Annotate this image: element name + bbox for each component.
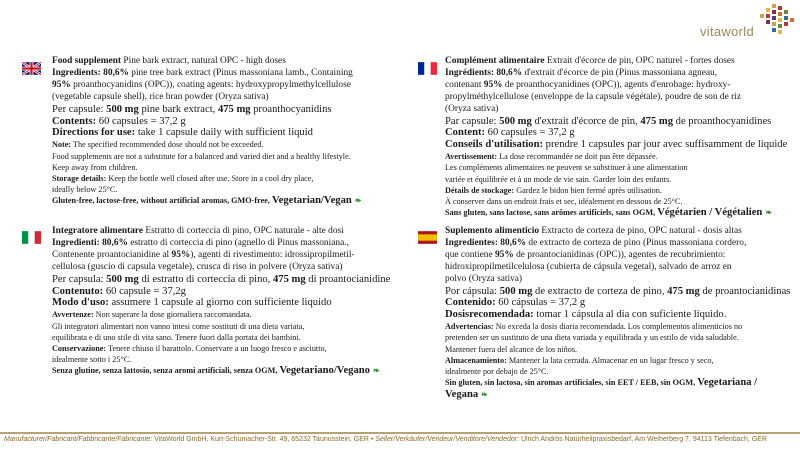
en-directions-label: Directions for use:	[52, 127, 136, 139]
fr-warning-1: Les compléments alimentaires ne peuvent se substituer à une alimentation	[445, 163, 688, 173]
es-directions-label: Dosisrecomendada:	[445, 309, 534, 321]
en-ingredients-label: Ingredients:	[52, 67, 101, 78]
fr-ingredients-line2b: de proanthocyanidines (OPC)), agents d'enrobage: hydroxy-	[502, 79, 731, 90]
it-ingredients-line3: cellulosa (guscio di capsula vegetale), crusca di riso in polvere (Oryza sativa)	[52, 261, 343, 272]
it-note-value: Non superare la dose giornaliera raccomandata.	[93, 310, 252, 320]
es-ingredients-pct: 80,6%	[497, 237, 527, 248]
es-note-value: No exceda la dosis diaria recomendada. Los complementos alimenticios no	[493, 322, 743, 332]
es-ingredients-line2a: que contiene	[445, 249, 495, 260]
en-ingredients-pct: 80,6%	[100, 67, 129, 78]
france-flag-icon	[418, 62, 437, 75]
en-directions-value: take 1 capsule daily with sufficient liquid	[135, 127, 313, 139]
vitaworld-logo	[700, 4, 796, 54]
es-veg-text2: Vegana	[445, 389, 479, 401]
it-ingredients-pct2: 95%	[171, 249, 191, 260]
fr-ingredients-pct2: 95%	[483, 79, 503, 90]
fr-storage-value: Gardez le bidon bien fermé après utilisation.	[514, 185, 662, 195]
it-title-rest: Estratto di corteccia di pino, OPC naturale - alte dosi	[143, 226, 344, 236]
it-per-capsule: Per capsula:	[52, 273, 107, 285]
spanish-section	[445, 226, 790, 401]
it-storage-value: Tenere chiuso il barattolo. Conservare a un luogo fresco e asciutto,	[106, 343, 327, 353]
en-storage-value2: ideally below 25°C.	[52, 185, 118, 195]
es-storage-label: Almacenamiento:	[445, 355, 507, 365]
es-per-capsule: Por cápsula:	[445, 285, 500, 297]
it-per-mg1: 500 mg	[106, 273, 139, 285]
italian-section	[52, 226, 390, 377]
leaf-icon: ❧	[765, 208, 773, 218]
english-section	[52, 56, 362, 207]
fr-storage-value2: À conserver dans un endroit frais et sec, idéalement en dessous de 25°C.	[445, 197, 683, 207]
es-ingredients-line2b: de proantocianidinas (OPC)), agentes de recubrimiento:	[513, 249, 726, 260]
fr-ingredients-line2a: contenant	[445, 79, 484, 90]
it-storage-value2: idealmente sotto i 25°C.	[52, 355, 132, 365]
fr-ingredients-pct: 80,6%	[493, 67, 523, 78]
it-free-text: Senza glutine, senza lattosio, senza aromi artificiali, senza OGM,	[52, 366, 280, 376]
fr-directions-label: Conseils d'utilisation:	[445, 139, 544, 151]
en-warning-2: Keep away from children.	[52, 162, 138, 172]
it-ingredients-line2a: Contenente proantocianidine al	[52, 249, 172, 260]
fr-note-label: Avertissement:	[445, 152, 498, 162]
leaf-icon: ❧	[354, 196, 362, 206]
fr-per-end: de proanthocyanidines	[673, 115, 772, 127]
fr-per-capsule: Par capsule:	[445, 115, 500, 127]
it-warning-1: Gli integratori alimentari non vanno intesi come sostituti di una dieta variata,	[52, 321, 305, 331]
french-section	[445, 56, 787, 219]
fr-ingredients-line4: (Oryza sativa)	[445, 103, 499, 114]
fr-ingredients-line1: d'extrait d'écorce de pin (Pinus massoniana agneau,	[522, 67, 718, 78]
it-note-label: Avvertenze:	[52, 310, 94, 320]
footer	[4, 436, 767, 443]
es-ingredients-pct2: 95%	[494, 249, 514, 260]
en-note-value: The specified recommended dose should not be exceeded.	[71, 140, 264, 150]
es-ingredients-line3: hidroxipropilmetilcelulosa (cubierta de cápsula vegetal), salvado de arroz en	[445, 261, 732, 272]
en-veg-text: Vegetarian/Vegan	[271, 195, 352, 207]
logo-mosaic-icon	[750, 4, 794, 34]
en-title-bold: Food supplement	[52, 56, 122, 66]
it-ingredients-line1: estratto di corteccia di pino (agnello di Pinus massoniana.,	[127, 237, 349, 248]
footer-seller-label: Seller/Verkäufer/Vendeur/Venditore/Vendedor:	[375, 436, 520, 443]
fr-per-mg2: 475 mg	[640, 115, 674, 127]
fr-veg-text: Végétarien / Végétalien	[657, 207, 763, 219]
fr-ingredients-line3: propylméthylcellulose (enveloppe de la capsule végétale), poudre de son de riz	[445, 91, 741, 102]
es-contents-label: Contenido:	[445, 297, 496, 309]
it-directions-value: assumere 1 capsule al giorno con sufficiente liquido	[108, 297, 332, 309]
footer-manufacturer-value: VitaWorld GmbH, Kurt-Schumacher-Str. 49, 65232 Taunusstein, GER •	[152, 436, 376, 443]
fr-per-mg1: 500 mg	[499, 115, 532, 127]
logo-text: vitaworld	[700, 24, 754, 39]
it-warning-2: equilibrata e di uno stile di vita sano. Tenere fuori dalla portata dei bambini.	[52, 332, 301, 342]
es-storage-value2: idealmente por debajo de 25°C.	[445, 367, 549, 377]
it-per-mid: di estratto di corteccia di pino,	[138, 273, 273, 285]
it-per-end: di proantocianidine	[305, 273, 391, 285]
it-ingredients-label: Ingredienti:	[52, 237, 100, 248]
fr-contents-label: Content:	[445, 127, 486, 139]
es-ingredients-line4: polvo (Oryza sativa)	[445, 273, 523, 284]
fr-per-mid: d'extrait d'écorce de pin,	[531, 115, 641, 127]
en-contents-value: 60 capsules = 37,2 g	[96, 115, 186, 127]
en-storage-label: Storage details:	[52, 173, 107, 183]
es-per-mid: de extracto de corteza de pino,	[532, 285, 668, 297]
es-storage-value: Mantener la lata cerrada. Almacenar en un lugar fresco y seco,	[506, 355, 714, 365]
leaf-icon: ❧	[372, 366, 380, 376]
uk-flag-icon	[22, 62, 41, 75]
fr-free-text: Sans gluten, sans lactose, sans arômes artificiels, sans OGM,	[445, 208, 658, 218]
en-per-capsule: Per capsule:	[52, 103, 107, 115]
it-contents-label: Contenuto:	[52, 285, 104, 297]
es-directions-value: tomar 1 cápsula al día con suficiente líquido.	[533, 309, 727, 321]
es-veg-text: Vegetariana /	[697, 377, 758, 389]
es-note-label: Advertencias:	[445, 322, 494, 332]
fr-ingredients-label: Ingrédients:	[445, 67, 494, 78]
it-contents-value: 60 capsule = 37,2g	[103, 285, 186, 297]
en-storage-value: Keep the bottle well closed after use. Store in a cool dry place,	[106, 173, 314, 183]
it-storage-label: Conservazione:	[52, 343, 107, 353]
fr-note-value: La dose recommandée ne doit pas être dépassée.	[497, 152, 658, 162]
footer-manufacturer-label: Manufacturer/Fabricant/Fabbricante/Fabricante:	[4, 436, 153, 443]
en-free-text: Gluten-free, lactose-free, without artificial aromas, GMO-free,	[52, 196, 272, 206]
es-per-mg1: 500 mg	[499, 285, 533, 297]
en-warning-1: Food supplements are not a substitute for a balanced and varied diet and a healthy lifestyle.	[52, 151, 351, 161]
en-per-end: proanthocyanidins	[250, 103, 332, 115]
es-per-end: de proantocianidinas	[699, 285, 791, 297]
en-per-mid: pine bark extract,	[138, 103, 218, 115]
it-title-bold: Integratore alimentare	[52, 226, 144, 236]
es-free-text: Sin gluten, sin lactosa, sin aromas artificiales, sin EET / EEB, sin OGM,	[445, 378, 698, 388]
es-ingredients-label: Ingredientes:	[445, 237, 498, 248]
es-title-bold: Suplemento alimenticio	[445, 226, 540, 236]
es-per-mg2: 475 mg	[667, 285, 700, 297]
italy-flag-icon	[22, 231, 41, 244]
es-ingredients-line1: de extracto de corteza de pino (Pinus massoniana cordero,	[526, 237, 747, 248]
en-contents-label: Contents:	[52, 115, 97, 127]
fr-storage-label: Détails de stockage:	[445, 185, 515, 195]
en-ingredients-pct2: 95%	[52, 79, 71, 90]
it-per-mg2: 475 mg	[272, 273, 306, 285]
en-ingredients-line2: proanthocyanidins (OPC)), coating agents: hydroxypropylmethylcellulose	[70, 79, 351, 90]
it-veg-text: Vegetariano/Vegano	[279, 365, 370, 377]
en-ingredients-line1: pine tree bark extract (Pinus massoniana lamb., Containing	[128, 67, 353, 78]
en-per-mg2: 475 mg	[217, 103, 251, 115]
fr-title-bold: Complément alimentaire	[445, 56, 545, 66]
es-contents-value: 60 cápsulas = 37,2 g	[495, 297, 586, 309]
en-title-rest: Pine bark extract, natural OPC - high doses	[121, 56, 286, 66]
footer-divider	[0, 432, 800, 434]
it-ingredients-line2b: ), agenti di rivestimento: idrossipropilmetil-	[190, 249, 355, 260]
fr-warning-2: variée et équilibrée et à un mode de vie sain. Garder loin des enfants.	[445, 174, 672, 184]
en-per-mg1: 500 mg	[106, 103, 139, 115]
it-ingredients-pct: 80,6%	[99, 237, 128, 248]
es-title-rest: Extracto de corteza de pino, OPC natural - dosis altas	[539, 226, 742, 236]
leaf-icon: ❧	[481, 390, 488, 400]
footer-seller-value: Ulrich Andrös Naturheilpraxisbedarf, Am Weiherberg 7, 94113 Tiefenbach, GER	[519, 436, 768, 443]
fr-directions-value: prendre 1 capsules par jour avec suffisamment de liquide	[543, 139, 788, 151]
en-ingredients-line3: (vegetable capsule shell), rice bran powder (Oryza sativa)	[52, 91, 269, 102]
it-directions-label: Modo d'uso:	[52, 297, 109, 309]
es-warning-1: pretenden ser un sustituto de una dieta variada y equilibrada y un estilo de vida saludable.	[445, 333, 739, 343]
fr-contents-value: 60 capsules = 37,2 g	[485, 127, 575, 139]
spain-flag-icon	[418, 231, 437, 244]
fr-title-rest: Extrait d'écorce de pin, OPC naturel - fortes doses	[544, 56, 735, 66]
en-note-label: Note:	[52, 140, 72, 150]
es-warning-2: Mantener fuera del alcance de los niños.	[445, 344, 578, 354]
